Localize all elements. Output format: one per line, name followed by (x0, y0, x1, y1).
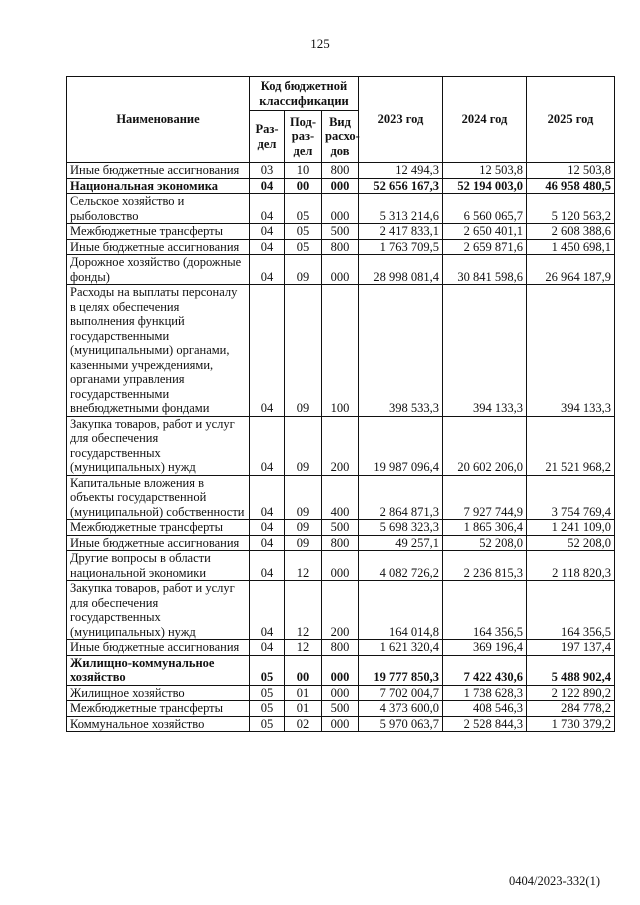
table-row (67, 163, 615, 179)
row-value-2025: 1 241 109,0 (527, 520, 615, 536)
row-value-2025: 21 521 968,2 (527, 416, 615, 475)
row-vid: 000 (322, 194, 359, 224)
row-value-2023: 2 417 833,1 (359, 224, 443, 240)
row-vid: 400 (322, 475, 359, 520)
row-podrazdel: 09 (285, 475, 322, 520)
row-value-2023: 398 533,3 (359, 285, 443, 417)
row-value-2025: 12 503,8 (527, 163, 615, 179)
row-razdel: 05 (250, 701, 285, 717)
table-row (67, 640, 615, 656)
row-razdel: 04 (250, 178, 285, 194)
header-2023: 2023 год (359, 77, 443, 163)
row-podrazdel: 09 (285, 416, 322, 475)
row-name: Дорожное хозяйство (дорожные фонды) (67, 255, 250, 285)
row-value-2024: 7 927 744,9 (443, 475, 527, 520)
row-value-2024: 52 208,0 (443, 535, 527, 551)
row-name: Иные бюджетные ассигнования (67, 163, 250, 179)
row-value-2024: 2 659 871,6 (443, 239, 527, 255)
row-value-2024: 408 546,3 (443, 701, 527, 717)
row-vid: 000 (322, 551, 359, 581)
table-row (67, 239, 615, 255)
row-podrazdel: 09 (285, 255, 322, 285)
row-podrazdel: 09 (285, 520, 322, 536)
row-vid: 200 (322, 416, 359, 475)
table-row (67, 194, 615, 224)
row-value-2024: 394 133,3 (443, 285, 527, 417)
row-value-2024: 2 236 815,3 (443, 551, 527, 581)
row-podrazdel: 05 (285, 239, 322, 255)
row-value-2025: 3 754 769,4 (527, 475, 615, 520)
row-podrazdel: 09 (285, 535, 322, 551)
row-name: Капитальные вложения в объекты государственной (муниципальной) собственности (67, 475, 250, 520)
row-vid: 000 (322, 255, 359, 285)
row-name: Иные бюджетные ассигнования (67, 535, 250, 551)
table-row (67, 685, 615, 701)
row-value-2025: 2 122 890,2 (527, 685, 615, 701)
row-value-2025: 5 120 563,2 (527, 194, 615, 224)
row-name: Иные бюджетные ассигнования (67, 239, 250, 255)
row-value-2024: 30 841 598,6 (443, 255, 527, 285)
table-row (67, 581, 615, 640)
row-razdel: 04 (250, 416, 285, 475)
row-value-2025: 1 730 379,2 (527, 716, 615, 732)
row-value-2024: 369 196,4 (443, 640, 527, 656)
table-body (67, 163, 615, 732)
table-row (67, 701, 615, 717)
row-razdel: 04 (250, 285, 285, 417)
table-row (67, 255, 615, 285)
header-vid: Вид расхо-дов (322, 111, 359, 163)
row-value-2023: 5 313 214,6 (359, 194, 443, 224)
row-podrazdel: 05 (285, 224, 322, 240)
row-podrazdel: 02 (285, 716, 322, 732)
row-razdel: 04 (250, 581, 285, 640)
row-value-2024: 164 356,5 (443, 581, 527, 640)
table-row (67, 655, 615, 685)
table-row (67, 716, 615, 732)
row-name: Иные бюджетные ассигнования (67, 640, 250, 656)
row-value-2024: 7 422 430,6 (443, 655, 527, 685)
row-value-2025: 284 778,2 (527, 701, 615, 717)
row-value-2024: 52 194 003,0 (443, 178, 527, 194)
row-name: Закупка товаров, работ и услуг для обеспечения государственных (муниципальных) нужд (67, 416, 250, 475)
header-podrazdel: Под-раз-дел (285, 111, 322, 163)
header-2024: 2024 год (443, 77, 527, 163)
row-vid: 500 (322, 520, 359, 536)
row-value-2023: 5 970 063,7 (359, 716, 443, 732)
row-value-2023: 28 998 081,4 (359, 255, 443, 285)
row-razdel: 04 (250, 551, 285, 581)
row-value-2023: 1 621 320,4 (359, 640, 443, 656)
row-value-2025: 46 958 480,5 (527, 178, 615, 194)
row-name: Закупка товаров, работ и услуг для обеспечения государственных (муниципальных) нужд (67, 581, 250, 640)
row-razdel: 04 (250, 239, 285, 255)
row-vid: 200 (322, 581, 359, 640)
row-vid: 000 (322, 655, 359, 685)
header-code-group: Код бюджетной классификации (250, 77, 359, 111)
row-vid: 800 (322, 239, 359, 255)
table-row (67, 520, 615, 536)
row-name: Национальная экономика (67, 178, 250, 194)
row-razdel: 05 (250, 716, 285, 732)
row-podrazdel: 10 (285, 163, 322, 179)
row-value-2025: 5 488 902,4 (527, 655, 615, 685)
row-razdel: 04 (250, 640, 285, 656)
row-vid: 800 (322, 163, 359, 179)
row-value-2024: 1 865 306,4 (443, 520, 527, 536)
row-value-2025: 26 964 187,9 (527, 255, 615, 285)
row-value-2023: 52 656 167,3 (359, 178, 443, 194)
row-name: Межбюджетные трансферты (67, 520, 250, 536)
row-razdel: 04 (250, 194, 285, 224)
table-row (67, 551, 615, 581)
header-name: Наименование (67, 77, 250, 163)
row-vid: 000 (322, 685, 359, 701)
row-vid: 800 (322, 640, 359, 656)
row-podrazdel: 12 (285, 551, 322, 581)
row-value-2024: 2 650 401,1 (443, 224, 527, 240)
row-name: Сельское хозяйство и рыболовство (67, 194, 250, 224)
row-podrazdel: 12 (285, 640, 322, 656)
row-value-2024: 6 560 065,7 (443, 194, 527, 224)
row-name: Коммунальное хозяйство (67, 716, 250, 732)
row-razdel: 03 (250, 163, 285, 179)
row-value-2025: 2 118 820,3 (527, 551, 615, 581)
row-value-2025: 52 208,0 (527, 535, 615, 551)
row-vid: 000 (322, 178, 359, 194)
row-value-2024: 20 602 206,0 (443, 416, 527, 475)
table-row (67, 285, 615, 417)
row-value-2025: 197 137,4 (527, 640, 615, 656)
row-value-2023: 4 373 600,0 (359, 701, 443, 717)
row-razdel: 04 (250, 255, 285, 285)
page-number: 125 (310, 36, 330, 51)
row-value-2025: 164 356,5 (527, 581, 615, 640)
row-value-2023: 19 777 850,3 (359, 655, 443, 685)
row-name: Другие вопросы в области национальной экономики (67, 551, 250, 581)
row-value-2025: 2 608 388,6 (527, 224, 615, 240)
row-vid: 500 (322, 701, 359, 717)
row-razdel: 05 (250, 655, 285, 685)
row-vid: 500 (322, 224, 359, 240)
header-2025: 2025 год (527, 77, 615, 163)
row-value-2024: 1 738 628,3 (443, 685, 527, 701)
row-value-2023: 19 987 096,4 (359, 416, 443, 475)
row-razdel: 05 (250, 685, 285, 701)
row-razdel: 04 (250, 224, 285, 240)
row-vid: 000 (322, 716, 359, 732)
row-podrazdel: 09 (285, 285, 322, 417)
row-name: Межбюджетные трансферты (67, 701, 250, 717)
row-podrazdel: 00 (285, 178, 322, 194)
table-row (67, 416, 615, 475)
row-podrazdel: 01 (285, 701, 322, 717)
row-vid: 100 (322, 285, 359, 417)
document-code: 0404/2023-332(1) (509, 874, 600, 888)
row-value-2023: 7 702 004,7 (359, 685, 443, 701)
table-row (67, 178, 615, 194)
row-podrazdel: 00 (285, 655, 322, 685)
table-row (67, 224, 615, 240)
row-podrazdel: 12 (285, 581, 322, 640)
row-razdel: 04 (250, 535, 285, 551)
row-value-2023: 1 763 709,5 (359, 239, 443, 255)
table-row (67, 475, 615, 520)
row-value-2024: 12 503,8 (443, 163, 527, 179)
row-name: Расходы на выплаты персоналу в целях обеспечения выполнения функций государственными (муниципальными) органами, казенными учреждениями, органами управления государственными внебюджетными фондами (67, 285, 250, 417)
row-value-2025: 394 133,3 (527, 285, 615, 417)
row-value-2023: 164 014,8 (359, 581, 443, 640)
header-razdel: Раз-дел (250, 111, 285, 163)
row-razdel: 04 (250, 475, 285, 520)
row-value-2023: 2 864 871,3 (359, 475, 443, 520)
budget-table (66, 76, 615, 732)
row-value-2023: 49 257,1 (359, 535, 443, 551)
row-podrazdel: 01 (285, 685, 322, 701)
row-name: Межбюджетные трансферты (67, 224, 250, 240)
table-row (67, 535, 615, 551)
row-value-2023: 4 082 726,2 (359, 551, 443, 581)
row-value-2023: 5 698 323,3 (359, 520, 443, 536)
row-value-2023: 12 494,3 (359, 163, 443, 179)
row-value-2024: 2 528 844,3 (443, 716, 527, 732)
row-value-2025: 1 450 698,1 (527, 239, 615, 255)
row-podrazdel: 05 (285, 194, 322, 224)
row-razdel: 04 (250, 520, 285, 536)
row-vid: 800 (322, 535, 359, 551)
row-name: Жилищно-коммунальное хозяйство (67, 655, 250, 685)
row-name: Жилищное хозяйство (67, 685, 250, 701)
